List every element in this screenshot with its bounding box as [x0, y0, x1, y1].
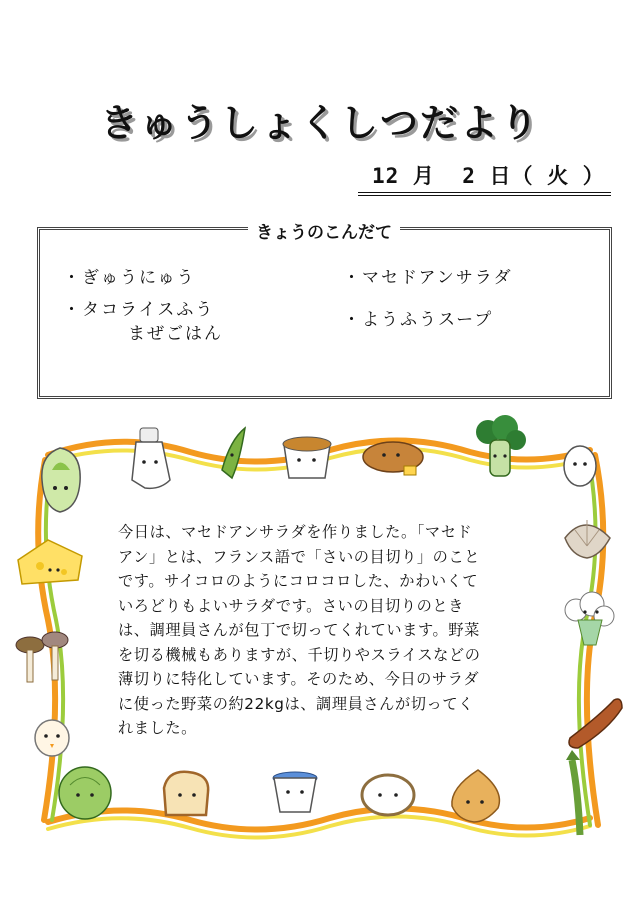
- article-line: を切る機械もありますが、千切りやスライスなどの: [118, 645, 481, 664]
- menu-item-taco-rice-sub: まぜごはん: [128, 324, 223, 344]
- article-text: [118, 520, 536, 741]
- article-line: は、調理員さんが包丁で切ってくれています。野菜: [118, 621, 480, 639]
- milk-bottle-icon: [132, 428, 170, 488]
- menu-item-macedoine-salad: ・マセドアンサラダ: [343, 268, 513, 288]
- yogurt-icon: [273, 772, 317, 812]
- cabbage-icon: [59, 767, 111, 819]
- chick-icon: [35, 720, 69, 756]
- article-line: アン」とは、フランス語で「さいの目切り」のこと: [118, 547, 481, 566]
- toast-icon: [164, 772, 208, 815]
- menu-item-taco-rice: ・タコライスふう: [63, 300, 215, 320]
- menu-item-western-soup: ・ようふうスープ: [343, 310, 494, 330]
- menu-heading: きょうのこんだて: [248, 218, 400, 243]
- egg-icon: [564, 446, 596, 486]
- cauliflower-icon: [565, 592, 614, 645]
- article-line: 薄切りに特化しています。そのため、今日のサラダ: [118, 670, 480, 688]
- date-text: 12 月 2 日（ 火 ）: [372, 164, 605, 188]
- article-line: 今日は、マセドアンサラダを作りました。「マセド: [118, 523, 473, 541]
- bread-roll-icon: [363, 442, 423, 475]
- article-line: れました。: [118, 719, 197, 737]
- page-title: きゅうしょくしつだより: [99, 101, 540, 145]
- natto-icon: [283, 437, 331, 478]
- article-line: に使った野菜の約22kgは、調理員さんが切ってく: [118, 694, 474, 713]
- article-line: いろどりもよいサラダです。さいの目切りのとき: [118, 596, 464, 615]
- napa-cabbage-icon: [42, 448, 80, 512]
- menu-item-milk: ・ぎゅうにゅう: [63, 268, 196, 288]
- cheese-icon: [18, 540, 82, 584]
- article-line: です。サイコロのようにコロコロした、かわいくて: [118, 572, 479, 590]
- onion-icon: [452, 770, 500, 822]
- rice-bowl-icon: [362, 775, 414, 815]
